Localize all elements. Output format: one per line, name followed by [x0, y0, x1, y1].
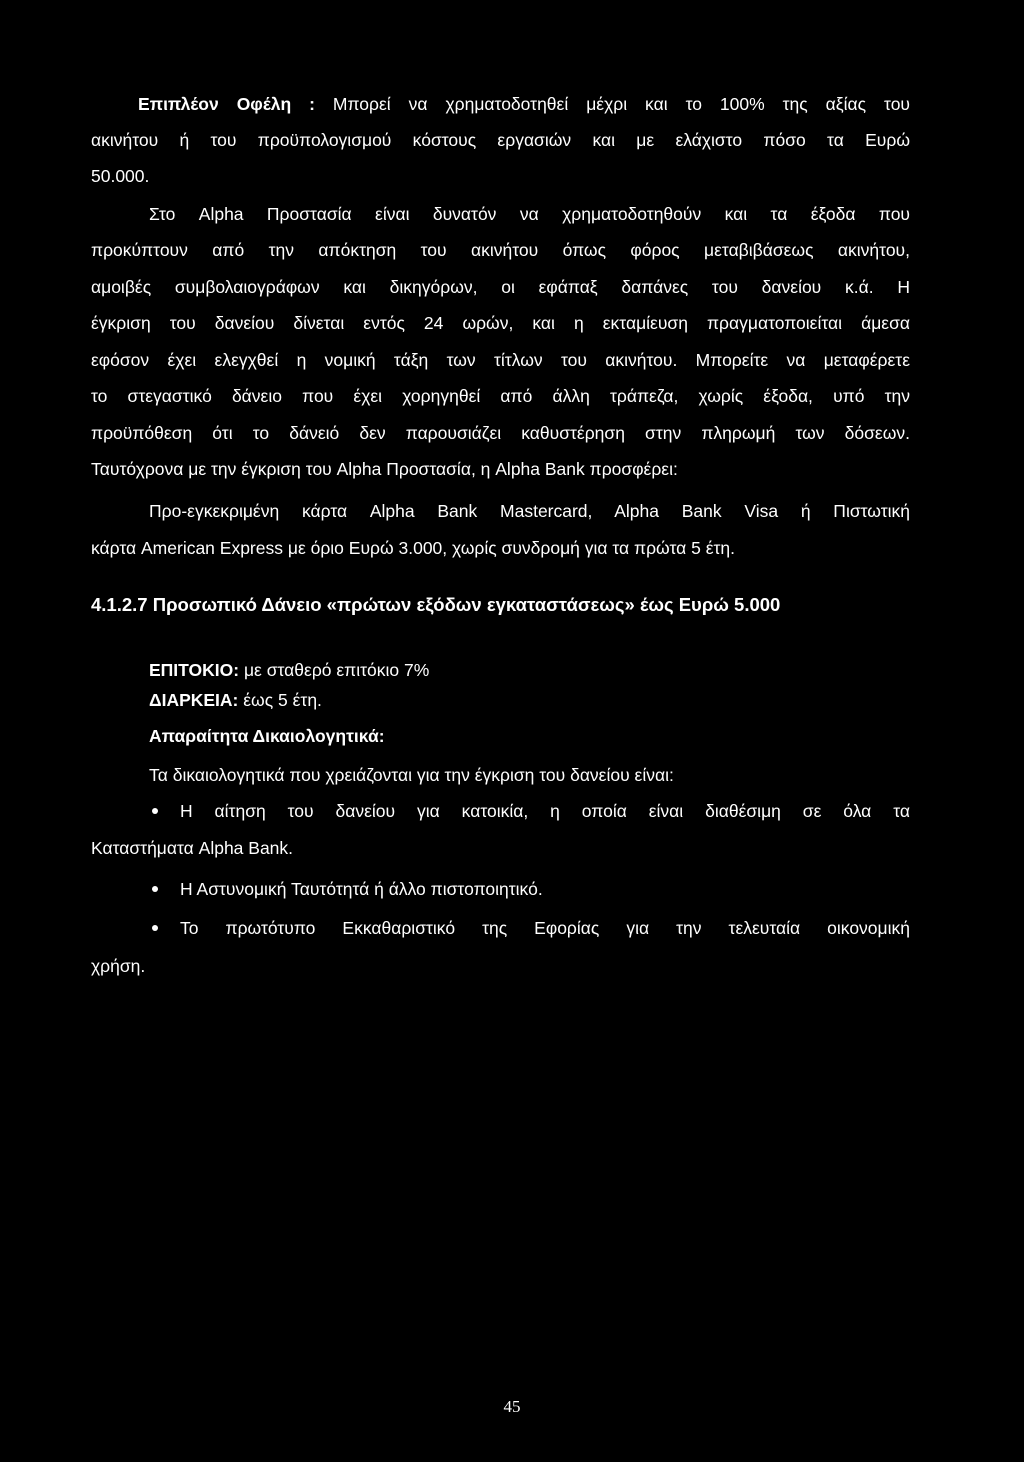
benefits-line-3: 50.000. — [91, 166, 150, 186]
duration-label: ΔΙΑΡΚΕΙΑ: — [149, 690, 239, 710]
bullet-dot-1 — [152, 808, 158, 814]
interest-label: ΕΠΙΤΟΚΙΟ: — [149, 660, 240, 680]
alpha-line-3: αμοιβές συμβολαιογράφων και δικηγόρων, οι εφάπαξ δαπάνες του δανείου κ.ά. Η — [91, 277, 910, 297]
benefits-label: Επιπλέον Οφέλη : — [138, 94, 315, 114]
benefits-text: Μπορεί να χρηματοδοτηθεί μέχρι και το 100% της αξίας του — [314, 94, 910, 114]
interest-line — [149, 659, 429, 681]
alpha-line-2: προκύπτουν από την απόκτηση του ακινήτου όπως φόρος μεταβιβάσεως ακινήτου, — [91, 240, 910, 260]
bullet-1-line-1: Η αίτηση του δανείου για κατοικία, η οποία είναι διαθέσιμη σε όλα τα — [180, 801, 910, 821]
card-line-2: κάρτα American Express με όριο Ευρώ 3.000, χωρίς συνδρομή για τα πρώτα 5 έτη. — [91, 538, 736, 558]
alpha-line-5: εφόσον έχει ελεγχθεί η νομική τάξη των τίτλων του ακινήτου. Μπορείτε να μεταφέρετε — [91, 350, 910, 370]
documents-heading: Απαραίτητα Δικαιολογητικά: — [149, 726, 385, 746]
card-line-1: Προ-εγκεκριμένη κάρτα Alpha Bank Mastercard, Alpha Bank Visa ή Πιστωτική — [149, 501, 910, 521]
benefits-line-1 — [138, 93, 910, 115]
bullet-dot-3 — [152, 925, 158, 931]
page-number: 45 — [503, 1397, 521, 1416]
bullet-1-line-2: Καταστήματα Alpha Bank. — [91, 838, 294, 858]
bullet-3-line-2: χρήση. — [91, 956, 146, 976]
duration-value: έως 5 έτη. — [238, 690, 322, 710]
benefits-line-2: ακινήτου ή του προϋπολογισμού κόστους εργασιών και με ελάχιστο πόσο τα Ευρώ — [91, 130, 910, 150]
section-heading: 4.1.2.7 Προσωπικό Δάνειο «πρώτων εξόδων εγκαταστάσεως» έως Ευρώ 5.000 — [91, 594, 781, 615]
bullet-dot-2 — [152, 886, 158, 892]
documents-intro: Τα δικαιολογητικά που χρειάζονται για την έγκριση του δανείου είναι: — [149, 765, 674, 785]
alpha-line-8: Ταυτόχρονα με την έγκριση του Alpha Προστασία, η Alpha Bank προσφέρει: — [91, 459, 678, 479]
alpha-line-1: Στο Alpha Προστασία είναι δυνατόν να χρηματοδοτηθούν και τα έξοδα που — [149, 204, 910, 224]
interest-value: με σταθερό επιτόκιο 7% — [239, 660, 430, 680]
bullet-3-line-1: Το πρωτότυπο Εκκαθαριστικό της Εφορίας για την τελευταία οικονομική — [180, 918, 910, 938]
alpha-line-7: προϋπόθεση ότι το δάνειό δεν παρουσιάζει καθυστέρηση στην πληρωμή των δόσεων. — [91, 423, 910, 443]
duration-line — [149, 689, 322, 711]
alpha-line-6: το στεγαστικό δάνειο που έχει χορηγηθεί από άλλη τράπεζα, χωρίς έξοδα, υπό την — [91, 386, 910, 406]
alpha-line-4: έγκριση του δανείου δίνεται εντός 24 ωρών, και η εκταμίευση πραγματοποιείται άμεσα — [91, 313, 910, 333]
bullet-2-line-1: Η Αστυνομική Ταυτότητά ή άλλο πιστοποιητικό. — [180, 879, 543, 899]
